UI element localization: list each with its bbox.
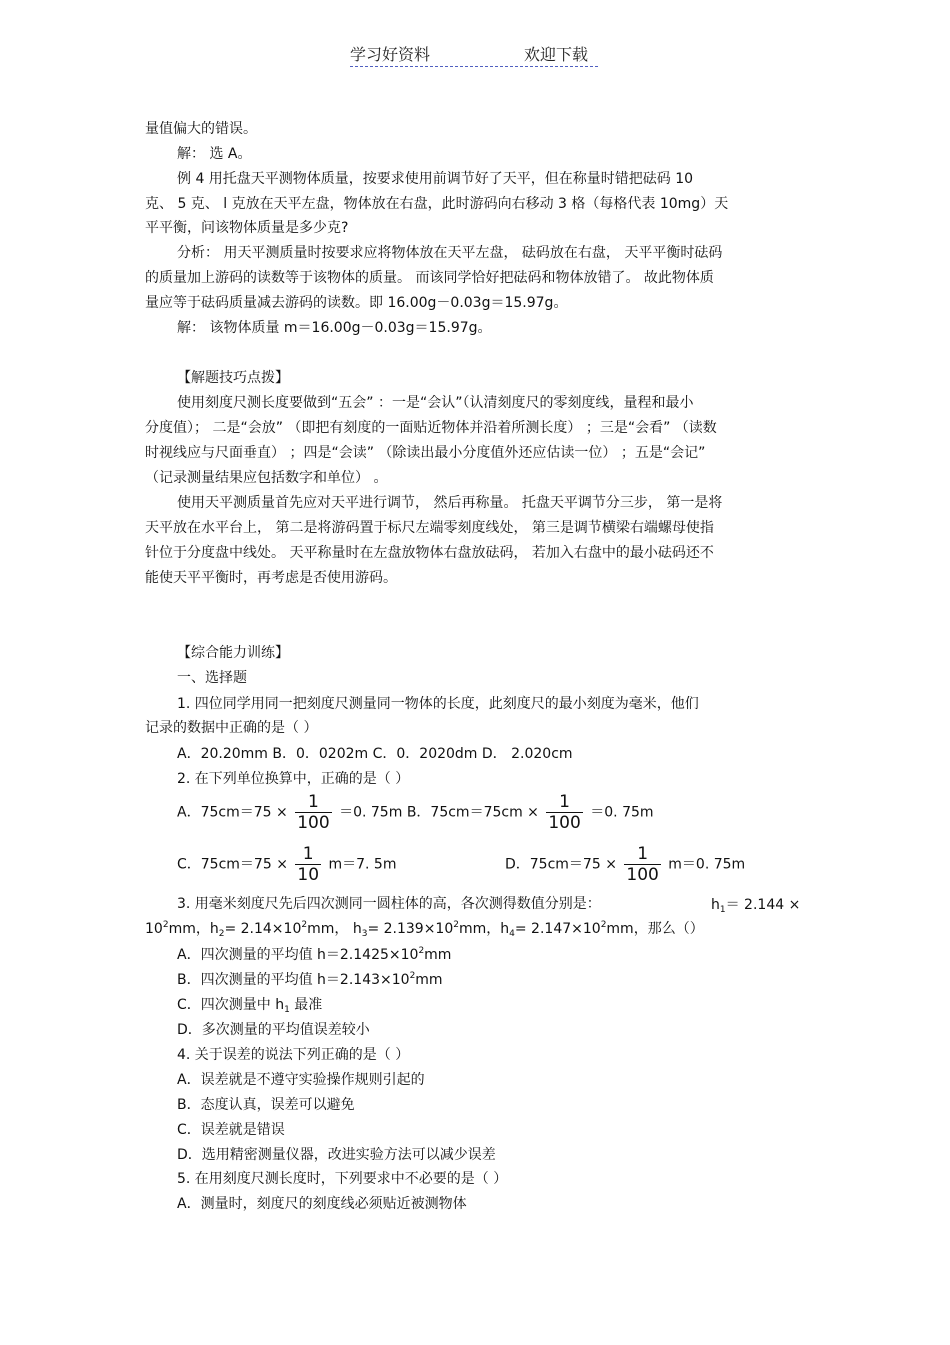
fraction: $\frac{1}{100}$ [297, 792, 330, 833]
question-3-h1: $h_1= 2.144$ × [711, 897, 801, 915]
fraction: $\frac{1}{100}$ [626, 844, 659, 885]
text-line: 克、 5 克、 l 克放在天平左盘，物体放在右盘，此时游码向右移动 3 格（每格代表 10mg）天 [145, 196, 729, 212]
header-right: 欢迎下载 [524, 45, 589, 64]
question-3-values: $10^2mm$，$h_2= 2.14\times 10^2mm$， $h_3= 2.139\times 10^2mm$，$h_4= 2.147\times 10^2mm$，那么（） [145, 920, 704, 939]
question-3: 3. 用毫米刻度尺先后四次测同一圆柱体的高，各次测得数值分别是： [177, 896, 601, 912]
page-header [350, 42, 598, 67]
q4-option: B．态度认真，误差可以避免 [177, 1097, 355, 1113]
q4-option: C．误差就是错误 [177, 1122, 285, 1138]
text-line: 一、选择题 [177, 670, 247, 686]
text-line: 使用刻度尺测长度要做到“五会” ：一是“会认”（认清刻度尺的零刻度线，量程和最小 [177, 395, 694, 411]
text-line: 例 4 用托盘天平测物体质量，按要求使用前调节好了天平，但在称量时错把砝码 10 [177, 171, 694, 187]
q4-option: A．误差就是不遵守实验操作规则引起的 [177, 1072, 425, 1088]
text-line: 天平放在水平台上， 第二是将游码置于标尺左端零刻度线处， 第三是调节横梁右端螺母使指 [145, 520, 714, 536]
text-line: 的质量加上游码的读数等于该物体的质量。 而该同学恰好把砝码和物体放错了。 故此物体质 [145, 270, 714, 286]
text-line: 时视线应与尺面垂直） ；四是“会读” （除读出最小分度值外还应估读一位） ；五是“会记” [145, 445, 706, 461]
question-2: 2. 在下列单位换算中，正确的是（ ） [177, 771, 410, 787]
text-line: 分析： 用天平测质量时按要求应将物体放在天平左盘， 砝码放在右盘， 天平平衡时砝码 [177, 245, 723, 261]
q2-option-d: D．75cm＝75 × $\frac{1}{100}$ m＝0. 75m [505, 844, 746, 885]
q3-option-a: A．四次测量的平均值 $h=2.1425\times 10^2mm$ [177, 946, 452, 963]
text-line: 量应等于砝码质量减去游码的读数。即 16.00g－0.03g＝15.97g。 [145, 295, 568, 311]
q2-option-c: C．75cm＝75 × $\frac{1}{10}$ m＝7. 5m [177, 844, 397, 885]
question-1-options: A．20.20mm B．0．0202m C．0．2020dm D． 2.020cm [177, 746, 573, 762]
header-left: 学习好资料 [350, 45, 431, 64]
q4-option: D．选用精密测量仪器，改进实验方法可以减少误差 [177, 1147, 496, 1163]
text-line: 平平衡，问该物体质量是多少克? [145, 220, 349, 236]
question-4: 4. 关于误差的说法下列正确的是（ ） [177, 1047, 410, 1063]
section-heading: 【解题技巧点拨】 [177, 370, 289, 386]
fraction: $\frac{1}{10}$ [297, 844, 320, 885]
section-heading: 【综合能力训练】 [177, 645, 289, 661]
text-line: 解： 该物体质量 m＝16.00g－0.03g＝15.97g。 [177, 320, 492, 336]
q5-option: A．测量时，刻度尺的刻度线必须贴近被测物体 [177, 1196, 467, 1212]
q3-option-c: C．四次测量中 $h_1$ 最准 [177, 997, 323, 1015]
text-line: 量值偏大的错误。 [145, 121, 257, 137]
question-1: 1. 四位同学用同一把刻度尺测量同一物体的长度，此刻度尺的最小刻度为毫米，他们 [177, 696, 699, 712]
text-line: 能使天平平衡时，再考虑是否使用游码。 [145, 570, 397, 586]
text-line: 分度值）； 二是“会放” （即把有刻度的一面贴近物体并沿着所测长度） ；三是“会看” （读数 [145, 420, 717, 436]
q3-option-d: D．多次测量的平均值误差较小 [177, 1022, 370, 1038]
text-line: 解： 选 A。 [177, 146, 252, 162]
question-5: 5. 在用刻度尺测长度时，下列要求中不必要的是（ ） [177, 1171, 508, 1187]
text-line: 记录的数据中正确的是（ ） [145, 720, 318, 736]
text-line: （记录测量结果应包括数字和单位） 。 [145, 470, 388, 486]
text-line: 使用天平测质量首先应对天平进行调节， 然后再称量。 托盘天平调节分三步， 第一是将 [177, 495, 723, 511]
text-line: 针位于分度盘中线处。 天平称量时在左盘放物体右盘放砝码， 若加入右盘中的最小砝码还不 [145, 545, 714, 561]
q2-option-a-b: A．75cm＝75 × $\frac{1}{100}$ ＝0. 75m B．75cm＝75cm × $\frac{1}{100}$ ＝0. 75m [177, 792, 654, 833]
q3-option-b: B．四次测量的平均值 $h=2.143\times 10^2mm$ [177, 971, 443, 988]
fraction: $\frac{1}{100}$ [548, 792, 581, 833]
